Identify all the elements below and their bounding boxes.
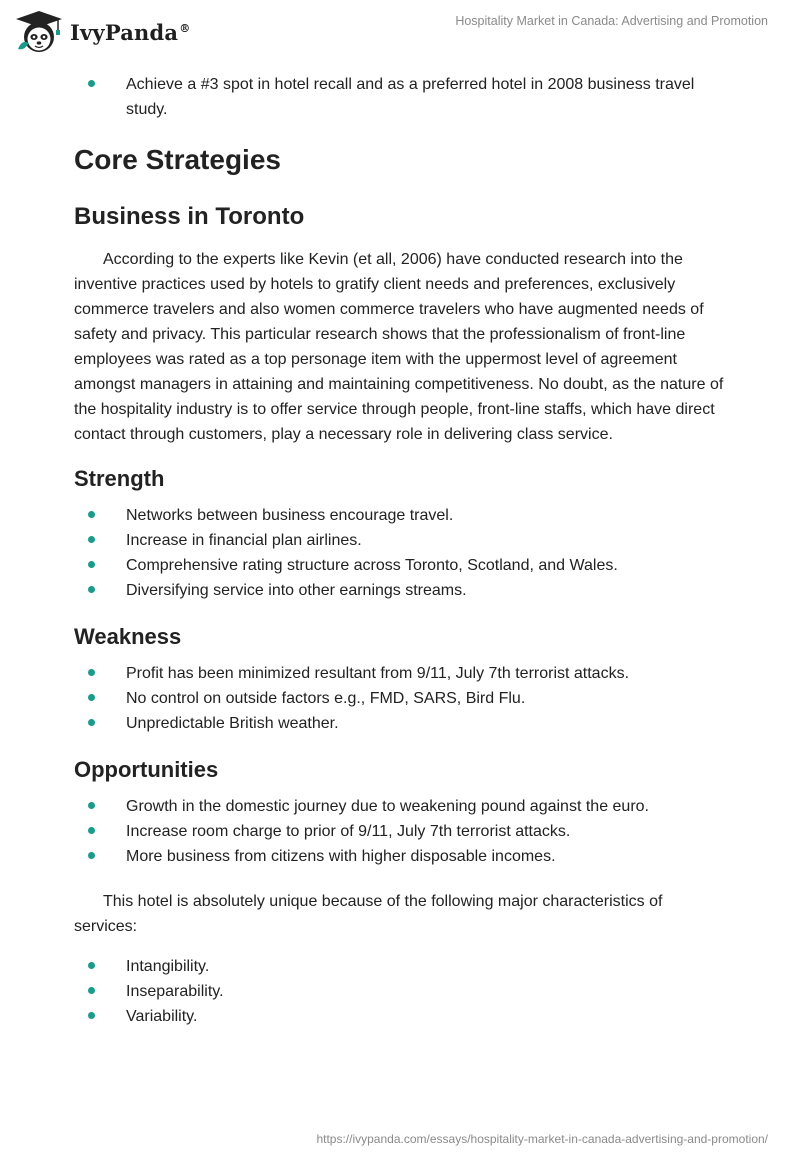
list-item: Profit has been minimized resultant from 9/11, July 7th terrorist attacks.	[74, 661, 724, 686]
list-item: Inseparability.	[74, 979, 724, 1004]
weakness-list	[74, 661, 724, 736]
list-item: Achieve a #3 spot in hotel recall and as a preferred hotel in 2008 business travel study.	[74, 72, 724, 122]
opportunities-heading: Opportunities	[74, 757, 219, 782]
bullet-dot-icon	[88, 987, 95, 994]
list-item: Increase in financial plan airlines.	[74, 528, 724, 553]
list-item: Growth in the domestic journey due to weakening pound against the euro.	[74, 794, 724, 819]
ivypanda-logo[interactable]	[14, 8, 190, 56]
strength-heading: Strength	[74, 466, 165, 491]
business-heading: Business in Toronto	[74, 203, 305, 230]
bullet-dot-icon	[88, 962, 95, 969]
bullet-dot-icon	[88, 511, 95, 518]
list-item: Diversifying service into other earnings streams.	[74, 578, 724, 603]
characteristics-paragraph: This hotel is absolutely unique because of the following major characteristics of services:	[74, 893, 663, 935]
bullet-dot-icon	[88, 669, 95, 676]
list-item: More business from citizens with higher disposable incomes.	[74, 844, 724, 869]
list-item: Comprehensive rating structure across Toronto, Scotland, and Wales.	[74, 553, 724, 578]
bullet-dot-icon	[88, 561, 95, 568]
page-header	[0, 0, 800, 60]
bullet-dot-icon	[88, 1012, 95, 1019]
bullet-dot-icon	[88, 719, 95, 726]
essay-content	[74, 70, 724, 1029]
list-item: Intangibility.	[74, 954, 724, 979]
bullet-dot-icon	[88, 852, 95, 859]
document-title: Hospitality Market in Canada: Advertising and Promotion	[455, 14, 768, 28]
characteristics-list	[74, 954, 724, 1029]
list-item: Networks between business encourage travel.	[74, 503, 724, 528]
list-item: Unpredictable British weather.	[74, 711, 724, 736]
bullet-dot-icon	[88, 536, 95, 543]
strength-list	[74, 503, 724, 603]
source-url[interactable]: https://ivypanda.com/essays/hospitality-market-in-canada-advertising-and-promotion/	[316, 1132, 768, 1146]
bullet-dot-icon	[88, 586, 95, 593]
bullet-dot-icon	[88, 80, 95, 87]
bullet-dot-icon	[88, 694, 95, 701]
opportunities-list	[74, 794, 724, 869]
core-strategies-heading: Core Strategies	[74, 144, 281, 175]
business-paragraph: According to the experts like Kevin (et all, 2006) have conducted research into the inventive practices used by hotels to gratify client needs and preferences, exclusively commerce travelers and also women commerce travelers who have augmented needs of safety and privacy. This particular research shows that the professionalism of front-line employees was rated as a top personage item with the uppermost level of agreement amongst managers in attaining and maintaining competitiveness. No doubt, as the nature of the hospitality industry is to offer service through people, front-line staffs, which have direct contact through customers, play a necessary role in delivering class service.	[74, 251, 724, 443]
list-item: Variability.	[74, 1004, 724, 1029]
bullet-dot-icon	[88, 802, 95, 809]
list-item: Increase room charge to prior of 9/11, July 7th terrorist attacks.	[74, 819, 724, 844]
panda-graduate-icon	[14, 9, 64, 55]
intro-list	[74, 72, 724, 122]
bullet-dot-icon	[88, 827, 95, 834]
weakness-heading: Weakness	[74, 624, 182, 649]
logo-text: IvyPanda®	[70, 19, 191, 45]
list-item: No control on outside factors e.g., FMD, SARS, Bird Flu.	[74, 686, 724, 711]
